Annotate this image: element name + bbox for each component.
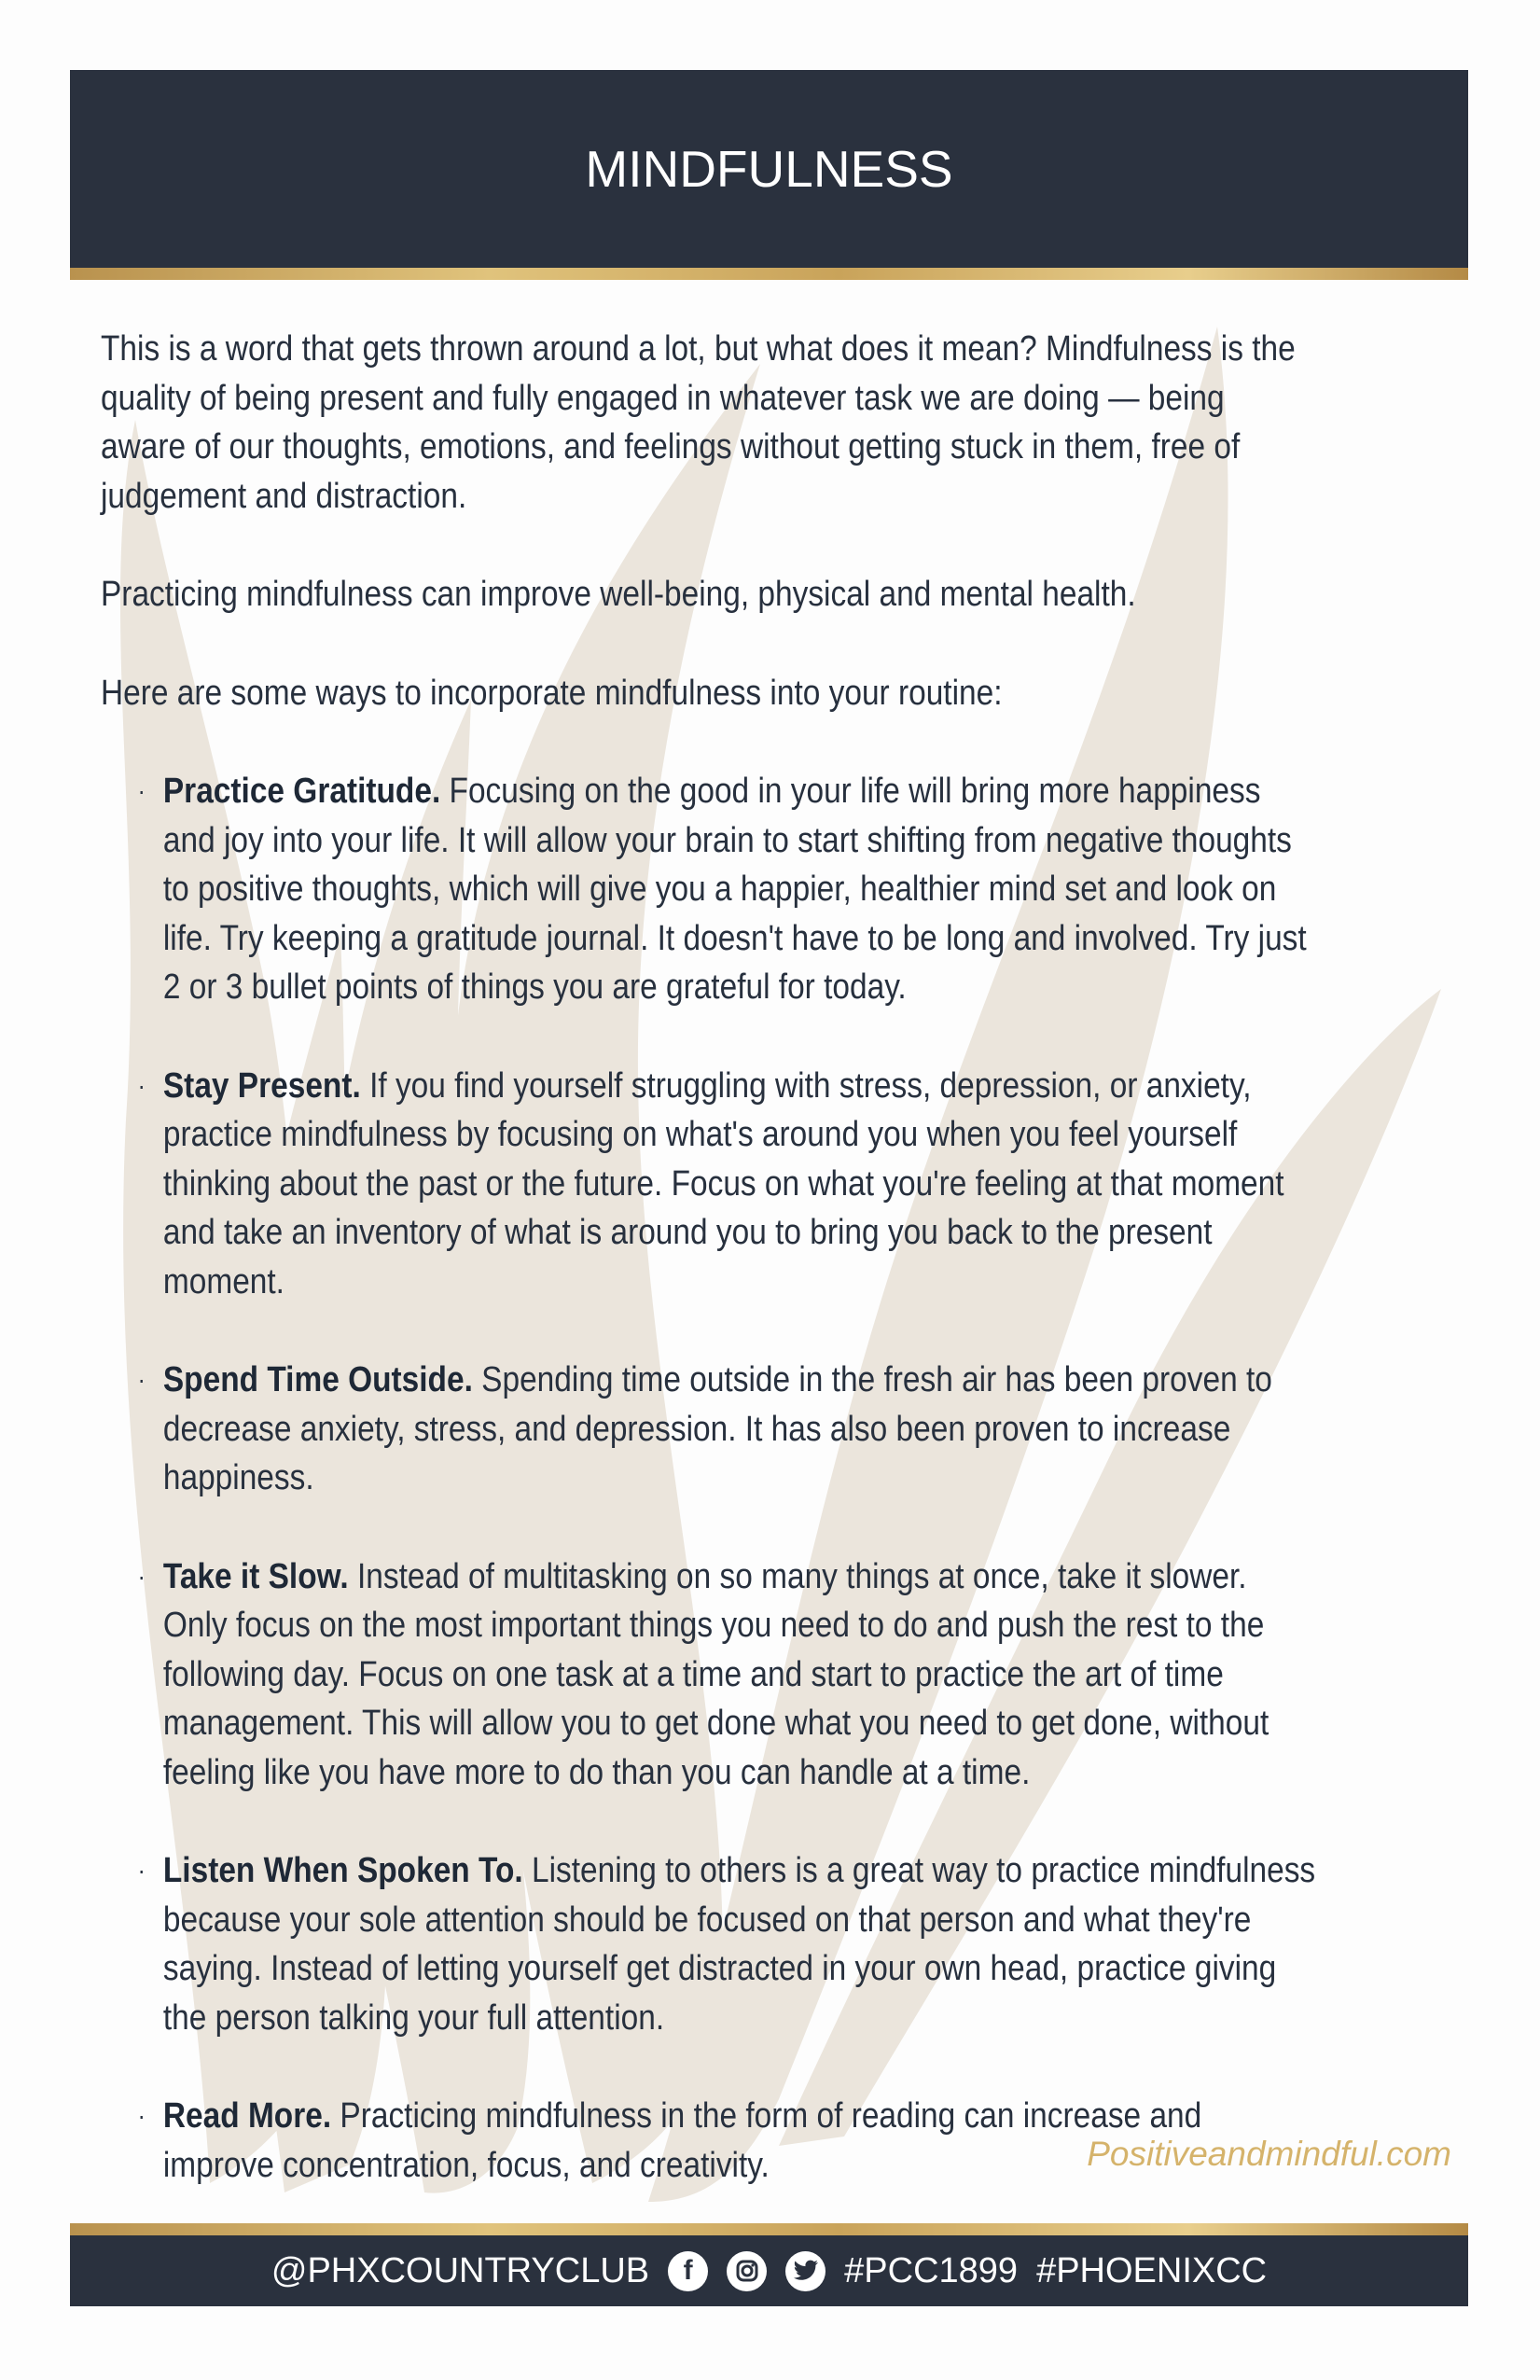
tip-title: Practice Gratitude. <box>162 772 441 811</box>
bullet-icon: · <box>137 1561 146 1591</box>
social-handle: @PHXCOUNTRYCLUB <box>271 2250 650 2290</box>
bullet-icon: · <box>137 1365 146 1394</box>
tip-text: Focusing on the good in your life will bring more happiness and joy into your life. It will allow your brain to start shifting from negative thoughts to positive thoughts, which will give you a happier, healthier mind set and look on life. Try keeping a gratitude journal. It doesn't have to be long and involved. Try just 2 or 3 bullet points of things you are grateful for today. <box>162 772 1307 1007</box>
tip-title: Spend Time Outside. <box>162 1360 473 1399</box>
list-intro-paragraph: Here are some ways to incorporate mindfulness into your routine: <box>101 673 1003 713</box>
tip-title: Stay Present. <box>162 1065 361 1106</box>
list-item <box>101 1062 1315 1307</box>
facebook-icon[interactable]: f <box>668 2251 708 2291</box>
list-item <box>101 767 1315 1012</box>
benefit-paragraph: Practicing mindfulness can improve well-being, physical and mental health. <box>101 575 1136 614</box>
header-gold-divider <box>70 268 1468 280</box>
list-item <box>101 1846 1315 2042</box>
tip-title: Take it Slow. <box>162 1556 349 1596</box>
tip-text: Listening to others is a great way to practice mindfulness because your sole attention should be focused on that person and what they're saying. Instead of letting yourself get distracted in your own head, practice giving the person talking your full attention. <box>162 1851 1316 2038</box>
page-title: MINDFULNESS <box>585 140 953 198</box>
bullet-icon: · <box>137 1856 146 1885</box>
tip-text: If you find yourself struggling with stress, depression, or anxiety, practice mindfulness by focusing on what's around you when you feel yourself thinking about the past or the future. Focus on what you're feeling at that moment and take an inventory of what is around you to bring you back to the present moment. <box>162 1065 1284 1301</box>
tip-text: Instead of multitasking on so many things at once, take it slower. Only focus on the most important things you need to do and push the rest to the following day. Focus on one task at a time and start to practice the art of time management. This will allow you to get done what you need to get done, without feeling like you have more to do than you can handle at a time. <box>162 1556 1269 1792</box>
list-item <box>101 1356 1315 1503</box>
tips-list <box>101 767 1315 2190</box>
hashtag-pcc1899: #PCC1899 <box>844 2250 1019 2290</box>
footer-bar <box>70 2235 1468 2306</box>
bullet-icon: · <box>137 776 146 805</box>
twitter-icon[interactable] <box>785 2251 825 2291</box>
tip-title: Read More. <box>162 2096 332 2136</box>
tip-text: Spending time outside in the fresh air has been proven to decrease anxiety, stress, and depression. It has also been proven to increase happiness. <box>162 1360 1272 1497</box>
tip-title: Listen When Spoken To. <box>162 1851 523 1890</box>
tip-text: Practicing mindfulness in the form of reading can increase and improve concentration, focus, and creativity. <box>162 2096 1202 2185</box>
hashtag-phoenixcc: #PHOENIXCC <box>1036 2250 1268 2290</box>
list-item <box>101 1552 1315 1798</box>
bullet-icon: · <box>137 2101 146 2130</box>
header-banner <box>70 70 1468 268</box>
instagram-icon[interactable] <box>727 2251 767 2291</box>
article-body <box>101 325 1315 2239</box>
bullet-icon: · <box>137 1070 146 1100</box>
footer-gold-divider <box>70 2223 1468 2235</box>
source-credit: Positiveandmindful.com <box>1087 2135 1451 2173</box>
intro-paragraph: This is a word that gets thrown around a lot, but what does it mean? Mindfulness is the quality of being present and fully engaged in whatever task we are doing — being aware of our thoughts, emotions, and feelings without getting stuck in them, free of judgement and distraction. <box>101 329 1296 516</box>
